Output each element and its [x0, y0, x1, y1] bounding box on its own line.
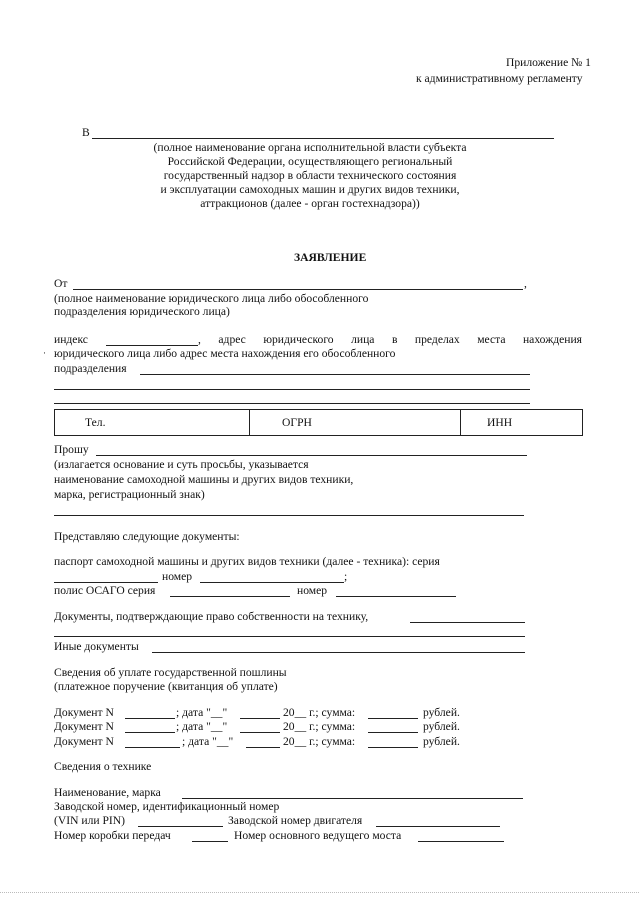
engine-number-label: Заводской номер двигателя [228, 814, 363, 827]
index-field[interactable] [106, 345, 198, 346]
ogrn-label: ОГРН [282, 416, 312, 429]
machine-name-field[interactable] [182, 798, 523, 799]
scan-edge-line [0, 892, 639, 893]
address-field-line2[interactable] [54, 389, 530, 390]
payment-date-label: ; дата "__" [176, 720, 228, 733]
request-field-line2[interactable] [54, 515, 524, 516]
payment-sum-field[interactable] [368, 718, 418, 719]
addressee-hint-line: и эксплуатации самоходных машин и других видов техники, [160, 183, 460, 196]
osago-number-field[interactable] [336, 596, 456, 597]
address-text-line1: , адрес юридического лица в пределах места нахождения [198, 333, 582, 346]
engine-number-field[interactable] [376, 826, 500, 827]
payment-doc-label: Документ N [54, 735, 114, 748]
payment-doc-field[interactable] [125, 747, 180, 748]
ownership-field-line1[interactable] [410, 622, 525, 623]
address-text-line2: юридического лица либо адрес места нахождения его обособленного [54, 347, 396, 360]
other-documents-label: Иные документы [54, 640, 139, 653]
osago-series-field[interactable] [170, 596, 290, 597]
addressee-field[interactable] [92, 138, 554, 139]
axle-number-label: Номер основного ведущего моста [234, 829, 402, 842]
from-hint-line1: (полное наименование юридического лица либо обособленного [54, 292, 369, 305]
request-hint-line1: (излагается основание и суть просьбы, указывается [54, 458, 309, 471]
request-label: Прошу [54, 443, 89, 456]
from-label: От [54, 277, 68, 290]
inn-label: ИНН [487, 416, 513, 429]
address-field-line3[interactable] [54, 403, 530, 404]
document-title: ЗАЯВЛЕНИЕ [294, 251, 367, 264]
machine-heading: Сведения о технике [54, 760, 152, 773]
payment-year-label: 20__ г.; сумма: [283, 706, 356, 719]
ownership-field-line2[interactable] [54, 636, 525, 637]
appendix-number: Приложение № 1 [506, 56, 591, 69]
margin-mark: · [43, 348, 46, 358]
payment-date-label: ; дата "__" [176, 706, 228, 719]
payment-year-label: 20__ г.; сумма: [283, 720, 356, 733]
payment-month-field[interactable] [240, 718, 280, 719]
payment-heading-line1: Сведения об уплате государственной пошлины [54, 666, 287, 679]
address-field-line1[interactable] [140, 374, 530, 375]
payment-currency-label: рублей. [423, 720, 460, 733]
axle-number-field[interactable] [418, 841, 504, 842]
documents-intro: Представляю следующие документы: [54, 530, 240, 543]
payment-sum-field[interactable] [368, 747, 418, 748]
request-hint-line2: наименование самоходной машины и других видов техники, [54, 473, 354, 486]
passport-number-label: номер [162, 570, 193, 583]
index-label: индекс [54, 333, 88, 346]
phone-cell[interactable] [55, 410, 250, 436]
osago-series-label: полис ОСАГО серия [54, 584, 156, 597]
ogrn-cell[interactable] [250, 410, 461, 436]
other-documents-field[interactable] [152, 652, 525, 653]
vin-field[interactable] [138, 826, 223, 827]
passport-semicolon: ; [344, 570, 348, 583]
payment-doc-label: Документ N [54, 720, 114, 733]
factory-number-line: Заводской номер, идентификационный номер [54, 800, 280, 813]
passport-series-field[interactable] [54, 582, 158, 583]
addressee-hint-line: государственный надзор в области технического состояния [163, 169, 457, 182]
payment-month-field[interactable] [246, 747, 280, 748]
payment-month-field[interactable] [240, 732, 280, 733]
payment-currency-label: рублей. [423, 706, 460, 719]
from-field[interactable] [73, 289, 523, 290]
gearbox-number-label: Номер коробки передач [54, 829, 171, 842]
request-hint-line3: марка, регистрационный знак) [54, 488, 205, 501]
payment-doc-field[interactable] [125, 732, 175, 733]
payment-doc-field[interactable] [125, 718, 175, 719]
from-comma: , [524, 277, 527, 290]
addressee-hint-line: Российской Федерации, осуществляющего региональный [167, 155, 453, 168]
payment-heading-line2: (платежное поручение (квитанция об уплате) [54, 680, 278, 693]
passport-number-field[interactable] [200, 582, 344, 583]
vin-label: (VIN или PIN) [54, 814, 126, 827]
appendix-reference: к административному регламенту [416, 72, 583, 85]
machine-name-label: Наименование, марка [54, 786, 161, 799]
phone-label: Тел. [85, 416, 106, 429]
payment-date-label: ; дата "__" [182, 735, 234, 748]
addressee-hint [120, 141, 500, 211]
payment-sum-field[interactable] [368, 732, 418, 733]
passport-line: паспорт самоходной машины и других видов техники (далее - техника): серия [54, 555, 440, 568]
from-hint-line2: подразделения юридического лица) [54, 305, 230, 318]
payment-currency-label: рублей. [423, 735, 460, 748]
inn-cell[interactable] [461, 410, 583, 436]
addressee-prefix: В [82, 126, 90, 139]
subdivision-label: подразделения [54, 362, 127, 375]
request-field-line1[interactable] [96, 455, 527, 456]
addressee-hint-line: аттракционов (далее - орган гостехнадзора)) [200, 197, 420, 210]
payment-year-label: 20__ г.; сумма: [283, 735, 356, 748]
ownership-label: Документы, подтверждающие право собственности на технику, [54, 610, 369, 623]
payment-doc-label: Документ N [54, 706, 114, 719]
contacts-table [54, 409, 583, 436]
gearbox-number-field[interactable] [192, 841, 228, 842]
addressee-hint-line: (полное наименование органа исполнительной власти субъекта [153, 141, 467, 154]
osago-number-label: номер [297, 584, 328, 597]
